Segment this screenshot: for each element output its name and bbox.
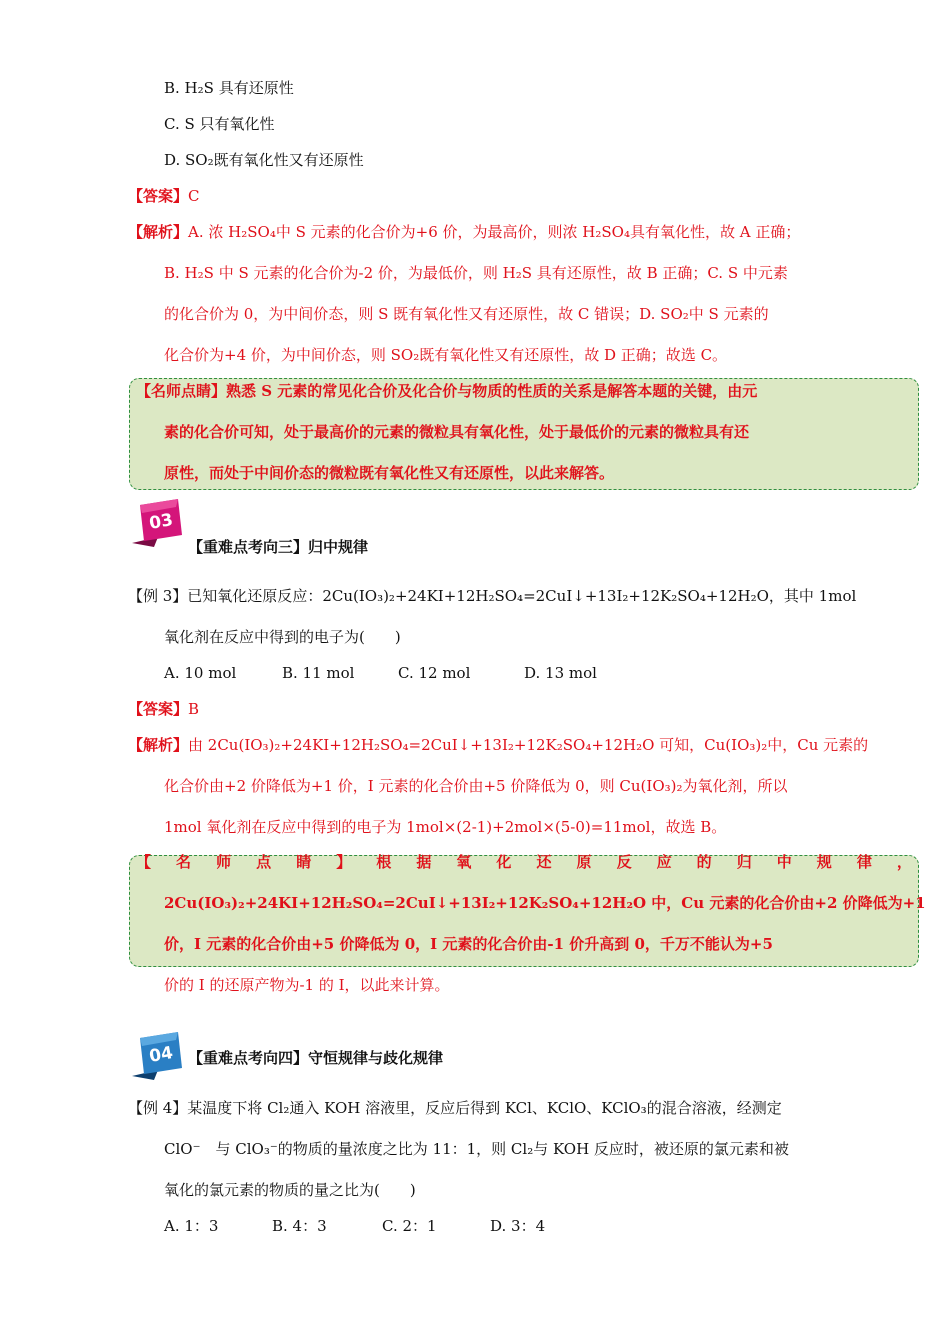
ex3-stem-line-2: 氧化剂在反应中得到的电子为( )	[164, 628, 401, 646]
option-b: B. H₂S 具有还原性	[164, 79, 294, 97]
ex4-stem-line-1: 【例 4】某温度下将 Cl₂通入 KOH 溶液里，反应后得到 KCl、KClO、KClO₃的混合溶液，经测定	[128, 1099, 782, 1117]
analysis-line-3: 的化合价为 0，为中间价态，则 S 既有氧化性又有还原性，故 C 错误；D. SO₂中 S 元素的	[164, 305, 769, 323]
ex3-analysis-line-3: 1mol 氧化剂在反应中得到的电子为 1mol×(2-1)+2mol×(5-0)=11mol，故选 B。	[164, 818, 727, 836]
ex3-stem-line-1: 【例 3】已知氧化还原反应：2Cu(IO₃)₂+24KI+12H₂SO₄=2CuI↓+13I₂+12K₂SO₄+12H₂O，其中 1mol	[128, 587, 857, 605]
analysis-text: A. 浓 H₂SO₄中 S 元素的化合价为+6 价，为最高价，则浓 H₂SO₄具有氧化性，故 A 正确；	[188, 223, 801, 241]
ex3-analysis-line-2: 化合价由+2 价降低为+1 价，I 元素的化合价由+5 价降低为 0，则 Cu(IO₃)₂为氧化剂，所以	[164, 777, 788, 795]
ex4-option-a: A. 1：3	[164, 1217, 219, 1235]
badge-number: 04	[147, 1043, 175, 1067]
ex3-answer-line	[128, 699, 199, 719]
analysis-tag: 【解析】	[128, 736, 189, 754]
answer-line	[128, 186, 200, 206]
option-c: C. S 只有氧化性	[164, 115, 275, 133]
answer-tag: 【答案】	[128, 187, 189, 205]
analysis-line-4: 化合价为+4 价，为中间价态，则 SO₂既有氧化性又有还原性，故 D 正确；故选 C。	[164, 346, 728, 364]
section-04-title: 【重难点考向四】守恒规律与歧化规律	[188, 1049, 444, 1067]
option-d: D. SO₂既有氧化性又有还原性	[164, 151, 364, 169]
section-03-title: 【重难点考向三】归中规律	[188, 538, 369, 556]
analysis-line-2: B. H₂S 中 S 元素的化合价为-2 价，为最低价，则 H₂S 具有还原性，故 B 正确；C. S 中元素	[164, 264, 788, 282]
ex4-stem-line-2: ClO⁻ 与 ClO₃⁻的物质的量浓度之比为 11：1，则 Cl₂与 KOH 反应时，被还原的氯元素和被	[164, 1140, 789, 1158]
analysis-tag: 【解析】	[128, 223, 189, 241]
tip-line-2: 素的化合价可知，处于最高价的元素的微粒具有氧化性，处于最低价的元素的微粒具有还	[164, 423, 750, 441]
answer-tag: 【答案】	[128, 700, 189, 718]
ex4-option-c: C. 2：1	[382, 1217, 437, 1235]
section-03-badge-icon	[130, 497, 186, 549]
analysis-line-1	[128, 222, 800, 242]
section-04-badge-icon	[130, 1030, 186, 1082]
answer-value: C	[188, 187, 200, 205]
badge-number: 03	[147, 510, 175, 534]
tip-line-1: 【名师点睛】熟悉 S 元素的常见化合价及化合价与物质的性质的关系是解答本题的关键，由元	[136, 382, 758, 400]
ex3-option-b: B. 11 mol	[282, 664, 355, 682]
tip-line-3: 原性，而处于中间价态的微粒既有氧化性又有还原性，以此来解答。	[164, 464, 615, 482]
ex3-tip-line-3: 价，I 元素的化合价由+5 价降低为 0，I 元素的化合价由-1 价升高到 0，千万不能认为+5	[164, 935, 773, 953]
ex3-option-c: C. 12 mol	[398, 664, 471, 682]
ex4-option-d: D. 3：4	[490, 1217, 546, 1235]
ex3-option-a: A. 10 mol	[164, 664, 237, 682]
answer-value: B	[188, 700, 200, 718]
ex3-tip-line-4: 价的 I 的还原产物为-1 的 I，以此来计算。	[164, 976, 450, 994]
ex3-tip-line-2: 2Cu(IO₃)₂+24KI+12H₂SO₄=2CuI↓+13I₂+12K₂SO₄+12H₂O 中，Cu 元素的化合价由+2 价降低为+1	[164, 894, 926, 912]
ex3-option-d: D. 13 mol	[524, 664, 597, 682]
ex4-stem-line-3: 氧化的氯元素的物质的量之比为( )	[164, 1181, 416, 1199]
ex3-tip-line-1: 【 名 师 点 睛 】 根 据 氧 化 还 原 反 应 的 归 中 规 律 ，	[136, 853, 912, 871]
ex3-analysis-line-1	[128, 735, 868, 755]
ex4-option-b: B. 4：3	[272, 1217, 327, 1235]
analysis-text: 由 2Cu(IO₃)₂+24KI+12H₂SO₄=2CuI↓+13I₂+12K₂SO₄+12H₂O 可知，Cu(IO₃)₂中，Cu 元素的	[188, 736, 869, 754]
